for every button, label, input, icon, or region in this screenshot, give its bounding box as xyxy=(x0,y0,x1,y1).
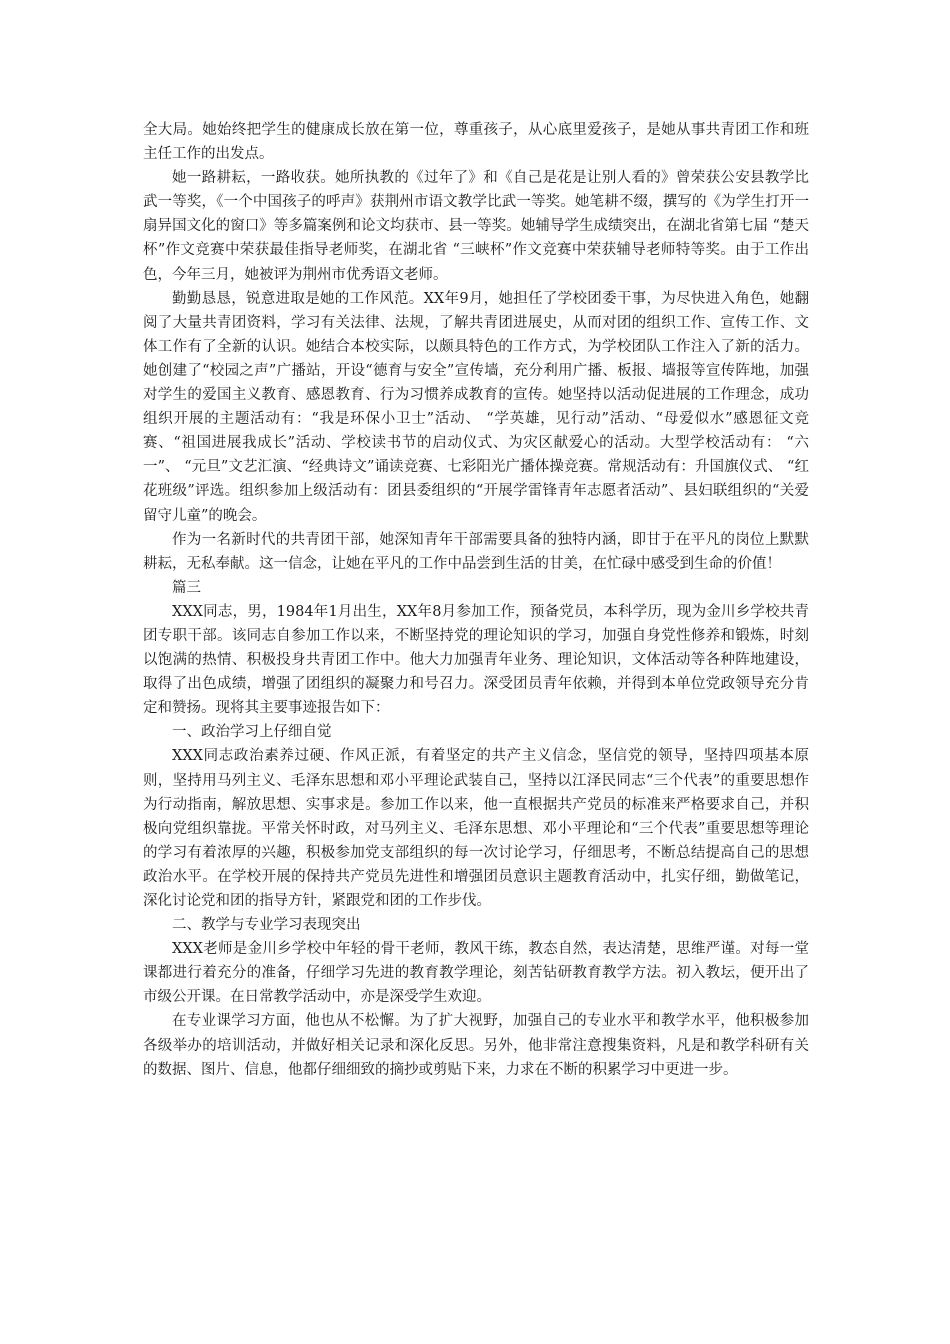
paragraph-2: 她一路耕耘，一路收获。她所执教的《过年了》和《自己是花是让别人看的》曾荣获公安县教学比武一等奖，《一个中国孩子的呼声》获荆州市语文教学比武一等奖。她笔耕不缀，撰写的《为学生打开一扇异国文化的窗口》等多篇案例和论文均获市、县一等奖。她辅导学生成绩突出，在湖北省第七届 “楚天杯”作文竞赛中荣获最佳指导老师奖，在湖北省 “三峡杯”作文竞赛中荣获辅导老师特等奖。由于工作出色，今年三月，她被评为荆州市优秀语文老师。 xyxy=(143,170,809,283)
document-body xyxy=(143,118,809,1082)
paragraph-10: XXX老师是金川乡学校中年轻的骨干老师，教风干练，教态自然，表达清楚，思维严谨。对每一堂课都进行着充分的准备，仔细学习先进的教育教学理论，刻苦钻研教育教学方法。初入教坛，便开出了市级公开课。在日常教学活动中，亦是深受学生欢迎。 xyxy=(143,941,809,1006)
paragraph-11: 在专业课学习方面，他也从不松懈。为了扩大视野，加强自己的专业水平和教学水平，他积极参加各级举办的培训活动，并做好相关记录和深化反思。另外，他非常注意搜集资料，凡是和教学科研有关的数据、图片、信息，他都仔细细致的摘抄或剪贴下来，力求在不断的积累学习中更进一步。 xyxy=(143,1013,809,1078)
subheading-teaching: 二、教学与专业学习表现突出 xyxy=(172,917,361,934)
paragraph-6: XXX同志，男，1984年1月出生，XX年8月参加工作，预备党员，本科学历，现为金川乡学校共青团专职干部。该同志自参加工作以来，不断坚持党的理论知识的学习，加强自身党性修养和锻炼，时刻以饱满的热情、积极投身共青团工作中。他大力加强青年业务、理论知识，文体活动等各种阵地建设，取得了出色成绩，增强了团组织的凝聚力和号召力。深受团员青年依赖，并得到本单位党政领导充分肯定和赞扬。现将其主要事迹报告如下： xyxy=(143,603,809,717)
section-heading-part-three: 篇三 xyxy=(172,579,201,596)
paragraph-3: 勤勤恳恳，锐意进取是她的工作风范。XX年9月，她担任了学校团委干事，为尽快进入角色，她翻阅了大量共青团资料，学习有关法律、法规，了解共青团进展史，从而对团的组织工作、宣传工作、文体工作有了全新的认识。她结合本校实际，以颇具特色的工作方式，为学校团队工作注入了新的活力。她创建了“校园之声”广播站，开设“德育与安全”宣传墙，充分利用广播、板报、墙报等宣传阵地，加强对学生的爱国主义教育、感恩教育、行为习惯养成教育的宣传。她坚持以活动促进展的工作理念，成功组织开展的主题活动有：“我是环保小卫士”活动、 “学英雄，见行动”活动、“母爱似水”感恩征文竞赛、“祖国进展我成长”活动、学校读书节的启动仪式、为灾区献爱心的活动。大型学校活动有： “六一”、 “元旦”文艺汇演、“经典诗文”诵读竞赛、七彩阳光广播体操竞赛。常规活动有：升国旗仪式、 “红花班级”评选。组织参加上级活动有：团县委组织的“开展学雷锋青年志愿者活动”、县妇联组织的“关爱留守儿童”的晚会。 xyxy=(143,290,809,524)
paragraph-1: 全大局。她始终把学生的健康成长放在第一位，尊重孩子，从心底里爱孩子，是她从事共青团工作和班主任工作的出发点。 xyxy=(143,122,809,163)
paragraph-8: XXX同志政治素养过硬、作风正派，有着坚定的共产主义信念，坚信党的领导，坚持四项基本原则，坚持用马列主义、毛泽东思想和邓小平理论武装自己，坚持以江泽民同志“三个代表”的重要思想作为行动指南，解放思想、实事求是。参加工作以来，他一直根据共产党员的标准来严格要求自己，并积极向党组织靠拢。平常关怀时政，对马列主义、毛泽东思想、邓小平理论和“三个代表”重要思想等理论的学习有着浓厚的兴趣，积极参加党支部组织的每一次讨论学习，仔细思考，不断总结提高自己的思想政治水平。在学校开展的保持共产党员先进性和增强团员意识主题教育活动中，扎实仔细，勤做笔记，深化讨论党和团的指导方针，紧跟党和团的工作步伐。 xyxy=(143,748,809,909)
paragraph-4: 作为一名新时代的共青团干部，她深知青年干部需要具备的独特内涵，即甘于在平凡的岗位上默默耕耘，无私奉献。这一信念，让她在平凡的工作中品尝到生活的甘美，在忙碌中感受到生命的价值！ xyxy=(143,531,809,572)
subheading-political-study: 一、政治学习上仔细自觉 xyxy=(172,724,332,741)
